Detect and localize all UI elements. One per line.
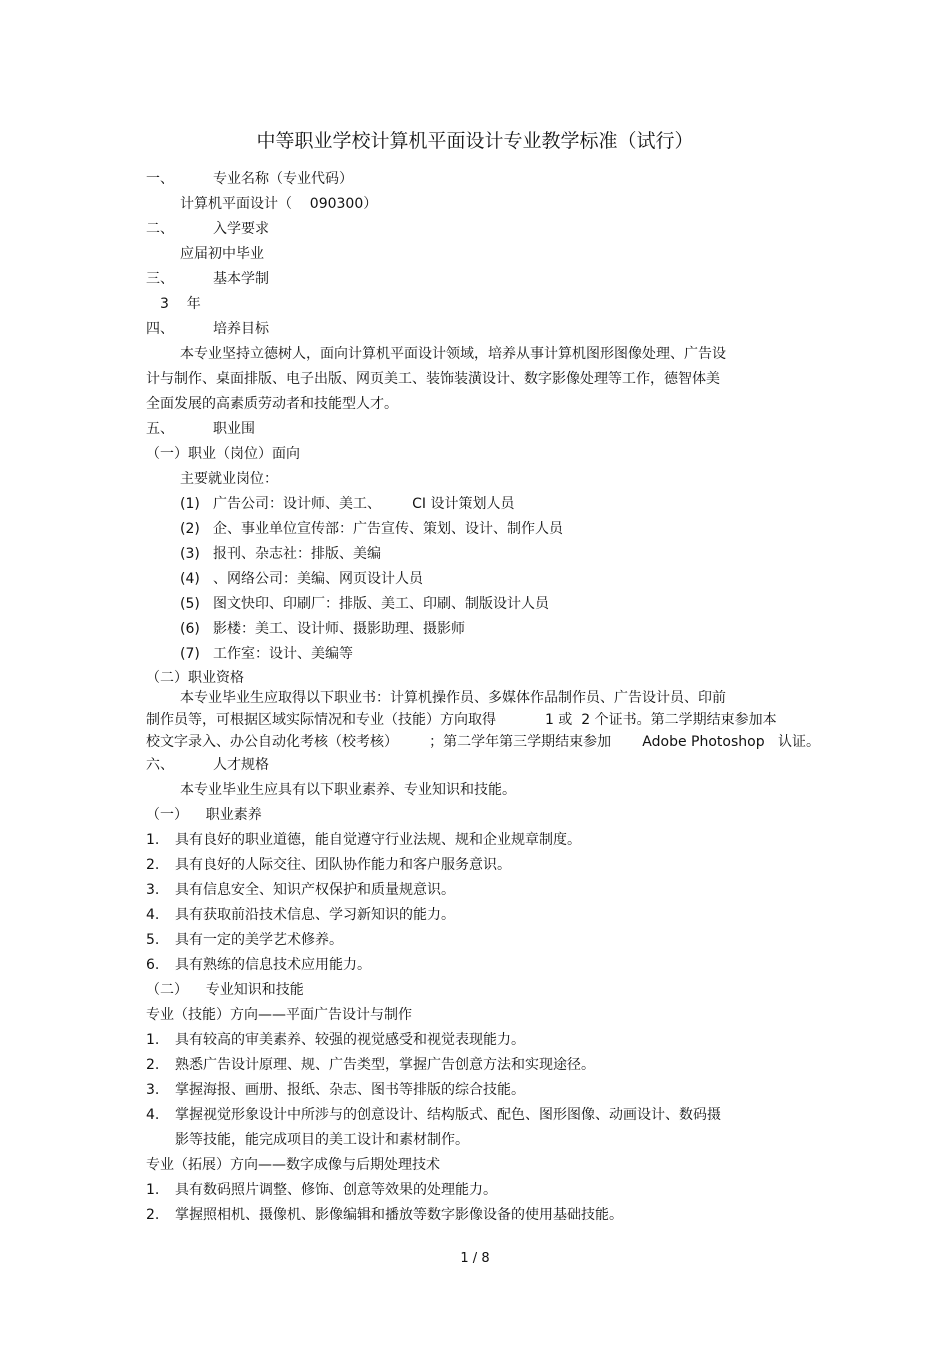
list-item-number: 5. (146, 932, 160, 948)
section-1-number: 一、 (146, 171, 174, 187)
list-item-text: 掌握视觉形象设计中所涉与的创意设计、结构版式、配色、图形图像、动画设计、数码摄 (175, 1107, 721, 1123)
section-3-heading: 基本学制 (213, 271, 269, 287)
section-1-body: 计算机平面设计（ 090300） (180, 196, 378, 212)
subsection-heading: （一）职业（岗位）面向 (146, 446, 300, 462)
page-number: 1 / 8 (460, 1251, 490, 1266)
paragraph-line: 校文字录入、办公自动化考核（校考核） ；第二学年第三学期结束参加 Adobe Photoshop 认证。 (146, 734, 820, 750)
list-item-text: 企、事业单位宣传部：广告宣传、策划、设计、制作人员 (213, 521, 563, 537)
section-4-heading: 培养目标 (213, 321, 269, 337)
list-item-text: 广告公司：设计师、美工、 CI 设计策划人员 (213, 496, 515, 512)
section-6-heading: 人才规格 (213, 757, 269, 773)
list-item-text: 具有良好的人际交往、团队协作能力和客户服务意识。 (175, 857, 511, 873)
section-1-heading: 专业名称（专业代码） (213, 171, 353, 187)
section-3-body: 3 年 (160, 296, 201, 312)
section-5-number: 五、 (146, 421, 174, 437)
list-item-number: 4. (146, 907, 160, 923)
list-item-number: (4) (180, 571, 200, 587)
list-item-text: 工作室：设计、美编等 (213, 646, 353, 662)
subsection-heading: （二） 专业知识和技能 (146, 982, 304, 998)
list-item-text: 掌握海报、画册、报纸、杂志、图书等排版的综合技能。 (175, 1082, 525, 1098)
list-item-number: 2. (146, 857, 160, 873)
document-title: 中等职业学校计算机平面设计专业教学标准（试行） (256, 130, 694, 152)
list-item-number: 4. (146, 1107, 160, 1123)
list-item-text: 图文快印、印刷厂：排版、美工、印刷、制版设计人员 (213, 596, 549, 612)
list-item-text: 具有较高的审美素养、较强的视觉感受和视觉表现能力。 (175, 1032, 525, 1048)
paragraph-line: 全面发展的高素质劳动者和技能型人才。 (146, 396, 398, 412)
list-item-text: 具有熟练的信息技术应用能力。 (175, 957, 371, 973)
list-item-number: 3. (146, 882, 160, 898)
subsection-intro: 主要就业岗位： (180, 471, 278, 487)
section-2-heading: 入学要求 (213, 221, 269, 237)
paragraph-line: 计与制作、桌面排版、电子出版、网页美工、装饰装潢设计、数字影像处理等工作，德智体美 (146, 371, 720, 387)
list-item-text: 、网络公司：美编、网页设计人员 (213, 571, 423, 587)
section-6-number: 六、 (146, 757, 174, 773)
section-5-heading: 职业围 (213, 421, 255, 437)
paragraph-line: 本专业毕业生应取得以下职业书：计算机操作员、多媒体作品制作员、广告设计员、印前 (180, 690, 726, 706)
list-item-number: 1. (146, 832, 160, 848)
list-item-text: 具有良好的职业道德，能自觉遵守行业法规、规和企业规章制度。 (175, 832, 581, 848)
list-item-number: 1. (146, 1182, 160, 1198)
list-item-text: 掌握照相机、摄像机、影像编辑和播放等数字影像设备的使用基础技能。 (175, 1207, 623, 1223)
subsection-heading: （二）职业资格 (146, 670, 244, 686)
list-item-text: 具有一定的美学艺术修养。 (175, 932, 343, 948)
section-3-number: 三、 (146, 271, 174, 287)
subsection-heading: （一） 职业素养 (146, 807, 262, 823)
list-item-number: (3) (180, 546, 200, 562)
list-item-text: 影楼：美工、设计师、摄影助理、摄影师 (213, 621, 465, 637)
paragraph-line: 制作员等，可根据区域实际情况和专业（技能）方向取得 1 或 2 个证书。第二学期结束参加本 (146, 712, 777, 728)
list-item-number: 2. (146, 1057, 160, 1073)
list-item-number: (2) (180, 521, 200, 537)
list-item-number: 3. (146, 1082, 160, 1098)
list-item-text: 具有数码照片调整、修饰、创意等效果的处理能力。 (175, 1182, 497, 1198)
list-item-continuation: 影等技能，能完成项目的美工设计和素材制作。 (175, 1132, 469, 1148)
list-item-text: 报刊、杂志社：排版、美编 (213, 546, 381, 562)
list-item-text: 熟悉广告设计原理、规、广告类型，掌握广告创意方法和实现途径。 (175, 1057, 595, 1073)
list-item-number: (6) (180, 621, 200, 637)
paragraph-line: 本专业坚持立德树人，面向计算机平面设计领域，培养从事计算机图形图像处理、广告设 (180, 346, 726, 362)
list-item-number: 2. (146, 1207, 160, 1223)
list-item-number: (5) (180, 596, 200, 612)
section-4-number: 四、 (146, 321, 174, 337)
section-2-number: 二、 (146, 221, 174, 237)
list-item-number: 6. (146, 957, 160, 973)
list-item-text: 具有获取前沿技术信息、学习新知识的能力。 (175, 907, 455, 923)
direction-heading: 专业（技能）方向——平面广告设计与制作 (146, 1007, 412, 1023)
section-2-body: 应届初中毕业 (180, 246, 264, 262)
direction-heading: 专业（拓展）方向——数字成像与后期处理技术 (146, 1157, 440, 1173)
list-item-number: 1. (146, 1032, 160, 1048)
list-item-text: 具有信息安全、知识产权保护和质量规意识。 (175, 882, 455, 898)
section-6-intro: 本专业毕业生应具有以下职业素养、专业知识和技能。 (180, 782, 516, 798)
list-item-number: (7) (180, 646, 200, 662)
list-item-number: (1) (180, 496, 200, 512)
